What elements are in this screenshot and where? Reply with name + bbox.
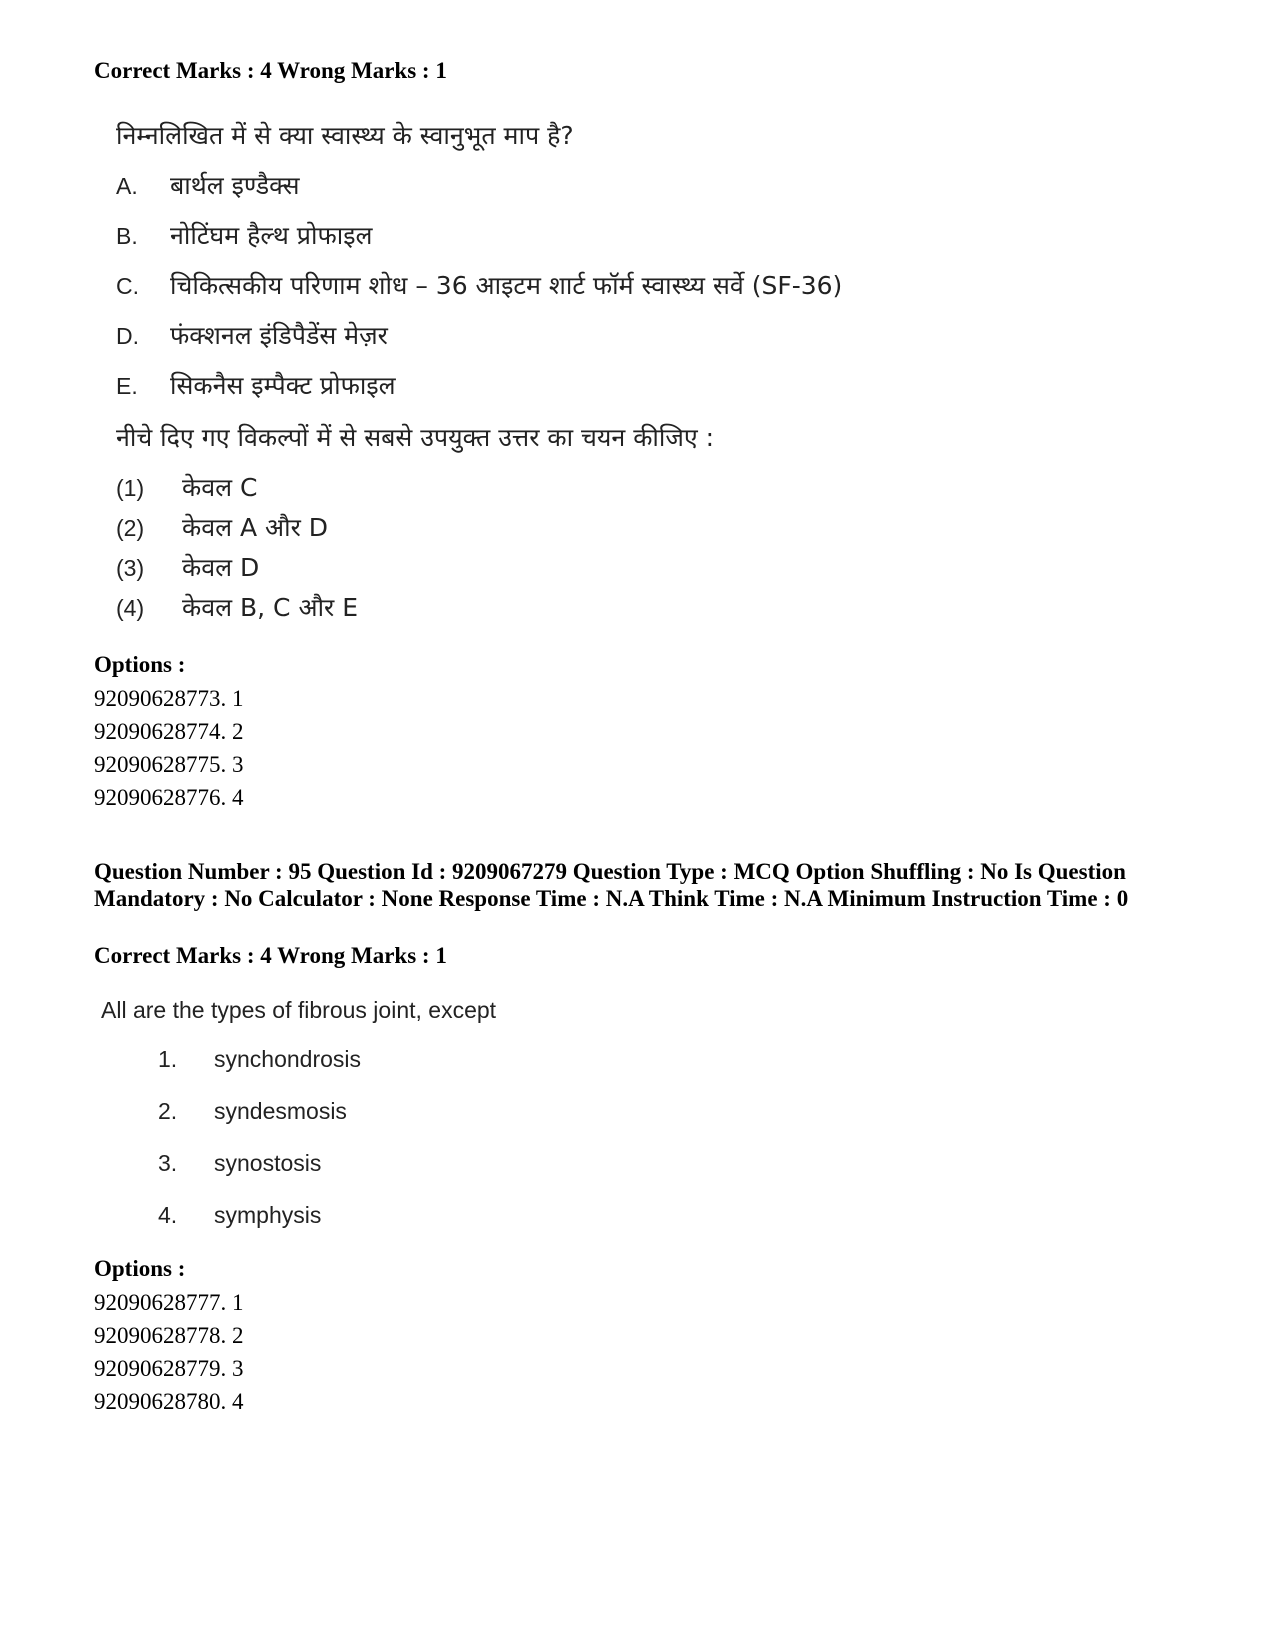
choice-text: symphysis: [214, 1202, 322, 1228]
statement-text: चिकित्सकीय परिणाम शोध – 36 आइटम शार्ट फॉर्म स्वास्थ्य सर्वे (SF-36): [170, 271, 843, 300]
option-item: 92090628780. 4: [94, 1389, 244, 1414]
choice-label: (2): [116, 515, 145, 541]
choice-4: [116, 590, 358, 630]
choice-2: [116, 510, 358, 550]
option-item: 92090628778. 2: [94, 1323, 244, 1348]
statement-label: D.: [116, 323, 139, 349]
statement-label: E.: [116, 373, 138, 399]
q95-choice-list: [158, 1046, 361, 1254]
option-item: 92090628774. 2: [94, 719, 244, 744]
q95-meta: Question Number : 95 Question Id : 9209067279 Question Type : MCQ Option Shuffling : No Is Question Mandatory : No Calculator : None Response Time : N.A Think Time : N.A Minimum Instruction Time : 0: [94, 859, 1129, 911]
option-item: 92090628776. 4: [94, 785, 244, 810]
statement-label: C.: [116, 273, 139, 299]
choice-label: (3): [116, 555, 145, 581]
choice-1: [158, 1046, 361, 1098]
choice-label: 1.: [158, 1046, 178, 1072]
choice-text: केवल C: [182, 473, 258, 502]
statement-text: सिकनैस इम्पैक्ट प्रोफाइल: [170, 371, 396, 400]
choice-label: (1): [116, 475, 145, 501]
statement-label: B.: [116, 223, 138, 249]
choice-label: (4): [116, 595, 145, 621]
q94-choice-list: [116, 470, 358, 630]
q94-instruction: नीचे दिए गए विकल्पों में से सबसे उपयुक्त उत्तर का चयन कीजिए :: [116, 423, 715, 452]
q95-options-list: [94, 1286, 244, 1418]
choice-1: [116, 470, 358, 510]
choice-3: [116, 550, 358, 590]
choice-label: 4.: [158, 1202, 178, 1228]
q95-options-heading: Options :: [94, 1256, 186, 1281]
statement-label: A.: [116, 173, 138, 199]
q94-stem: निम्नलिखित में से क्या स्वास्थ्य के स्वानुभूत माप है?: [116, 121, 574, 150]
statement-text: नोटिंघम हैल्थ प्रोफाइल: [170, 221, 373, 250]
choice-text: केवल B, C और E: [182, 593, 358, 622]
q95-stem: All are the types of fibrous joint, except: [101, 997, 497, 1023]
choice-4: [158, 1202, 361, 1254]
choice-3: [158, 1150, 361, 1202]
statement-c: [116, 268, 842, 318]
option-item: 92090628779. 3: [94, 1356, 244, 1381]
q94-options-heading: Options :: [94, 652, 186, 677]
statement-e: [116, 368, 842, 418]
statement-b: [116, 218, 842, 268]
option-item: 92090628775. 3: [94, 752, 244, 777]
choice-text: केवल A और D: [182, 513, 329, 542]
choice-text: synostosis: [214, 1150, 322, 1176]
q94-options-list: [94, 682, 244, 814]
statement-a: [116, 168, 842, 218]
q95-marks: Correct Marks : 4 Wrong Marks : 1: [94, 943, 447, 968]
q94-marks: Correct Marks : 4 Wrong Marks : 1: [94, 58, 447, 83]
q94-statement-list: [116, 168, 842, 418]
option-item: 92090628777. 1: [94, 1290, 244, 1315]
choice-text: केवल D: [182, 553, 260, 582]
statement-text: फंक्शनल इंडिपैडेंस मेज़र: [170, 321, 388, 350]
statement-d: [116, 318, 842, 368]
choice-label: 3.: [158, 1150, 178, 1176]
choice-label: 2.: [158, 1098, 178, 1124]
option-item: 92090628773. 1: [94, 686, 244, 711]
choice-text: synchondrosis: [214, 1046, 362, 1072]
choice-text: syndesmosis: [214, 1098, 347, 1124]
statement-text: बार्थल इण्डैक्स: [170, 171, 300, 200]
choice-2: [158, 1098, 361, 1150]
